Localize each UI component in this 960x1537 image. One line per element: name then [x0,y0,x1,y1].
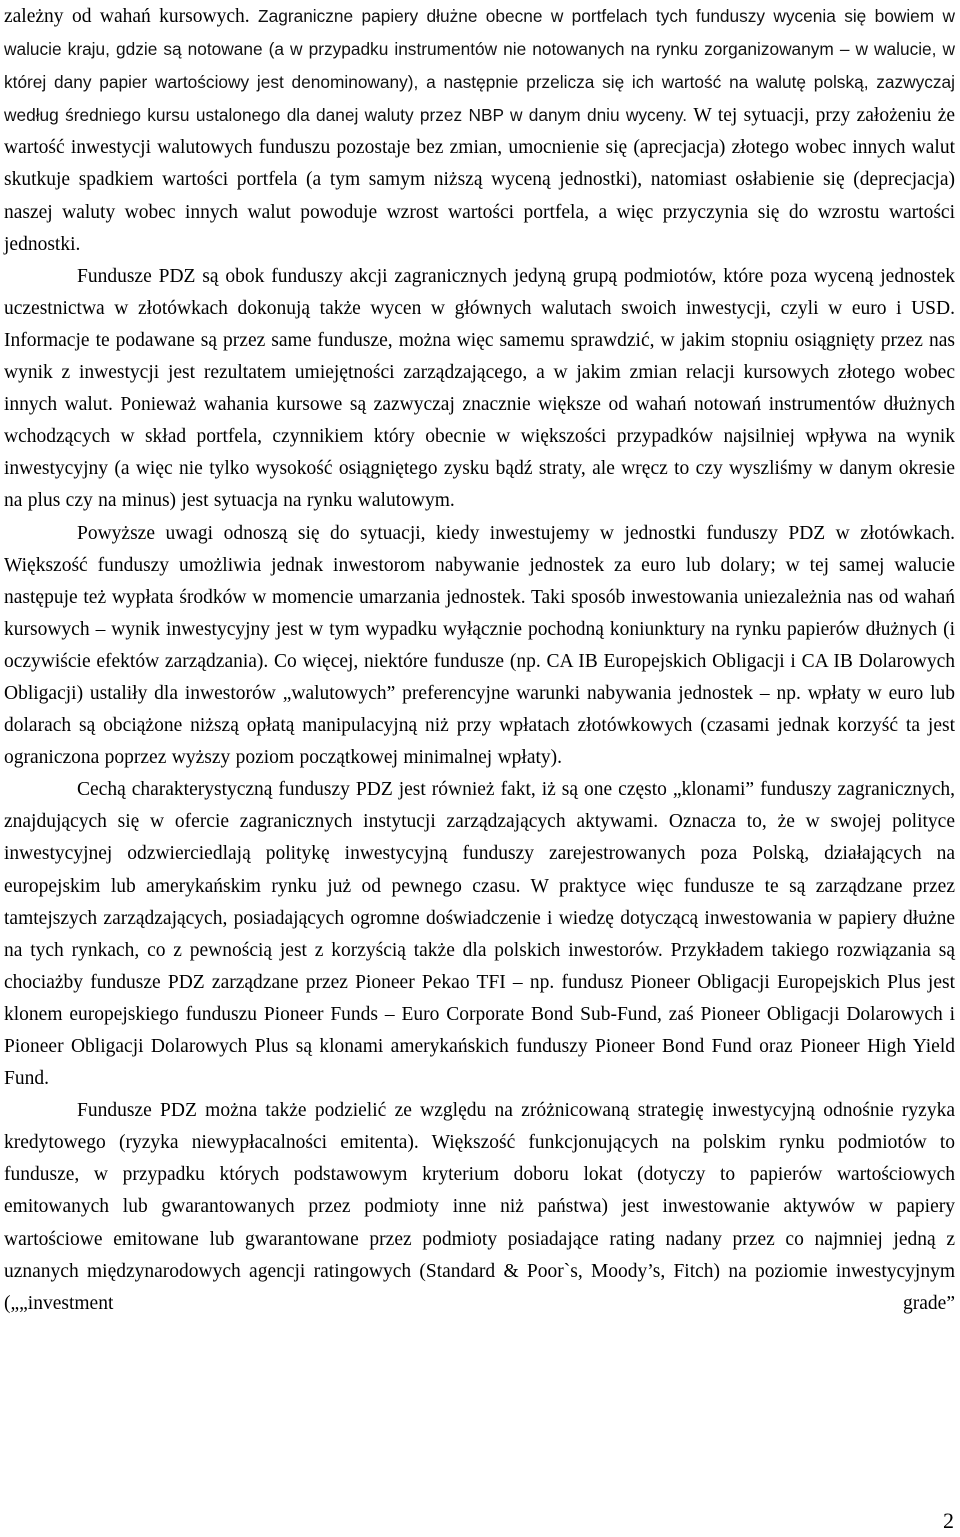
paragraph-credit-risk [4,1095,955,1320]
paragraph-run: W tej sytuacji, przy założeniu że wartość inwestycji walutowych funduszu pozostaje bez zmian, umocnienie się (aprecjacja) złotego wobec innych walut skutkuje spadkiem wartości portfela (a tym samym niższą wyceną jednostki), natomiast osłabienie się (deprecjacja) naszej waluty wobec innych walut powoduje wzrost wartości portfela, a więc przyczynia się do wzrostu wartości jednostki. [4,105,956,255]
page-number: 2 [943,1508,954,1533]
paragraph-run: zależny od wahań kursowych. [4,6,259,27]
paragraph-pdz-currency-pricing [4,261,955,518]
paragraph-run: Cechą charakterystyczną funduszy PDZ jest również fakt, iż są one często „klonami” funduszy zagranicznych, znajdujących się w ofercie zagranicznych instytucji zarządzających aktywami. Oznacza to, że w swojej polityce inwestycyjnej odzwierciedlają politykę inwestycyjną funduszy zarejestrowanych poza Polską, działających na europejskim lub amerykańskim rynku już od pewnego czasu. W praktyce więc fundusze te są zarządzane przez tamtejszych zarządzających, posiadających ogromne doświadczenie i wiedzę dotyczącą inwestowania w papiery dłużne na tych rynkach, co z pewnością jest z korzyścią także dla polskich inwestorów. Przykładem takiego rozwiązania są chociażby fundusze PDZ zarządzane przez Pioneer Pekao TFI – np. fundusz Pioneer Obligacji Europejskich Plus jest klonem europejskiego funduszu Pioneer Funds – Euro Corporate Bond Sub-Fund, zaś Pioneer Obligacji Dolarowych i Pioneer Obligacji Dolarowych Plus są klonami amerykańskich funduszy Pioneer Bond Fund oraz Pioneer High Yield Fund. [4,779,955,1090]
paragraph-currency-investing [4,518,955,775]
document-page [4,0,955,1320]
paragraph-currency-valuation [4,0,955,261]
paragraph-run: Fundusze PDZ są obok funduszy akcji zagranicznych jedyną grupą podmiotów, które poza wyceną jednostek uczestnictwa w złotówkach dokonują także wycen w głównych walutach swoich inwestycji, czyli w euro i USD. Informacje te podawane są przez same fundusze, można więc samemu sprawdzić, w jakim stopniu osiągnięty przez nas wynik z inwestycji jest rezultatem umiejętności zarządzającego, a w jakim zmian relacji kursowych złotego wobec innych walut. Ponieważ wahania kursowe są zazwyczaj znacznie większe od wahań notowań instrumentów dłużnych wchodzących w skład portfela, czynnikiem który obecnie w większości przypadków najsilniej wpływa na wynik inwestycyjny (a więc nie tylko wysokość osiągniętego zysku bądź straty, ale wręcz to czy wyszliśmy w danym okresie na plus czy na minus) jest sytuacja na rynku walutowym. [4,265,955,512]
paragraph-run: Powyższe uwagi odnoszą się do sytuacji, kiedy inwestujemy w jednostki funduszy PDZ w złotówkach. Większość funduszy umożliwia jednak inwestorom nabywanie jednostek za euro lub dolary; w tej samej walucie następuje też wypłata środków w momencie umarzania jednostek. Taki sposób inwestowania uniezależnia nas od wahań kursowych – wynik inwestycyjny jest w tym wypadku wyłącznie pochodną koniunktury na rynku papierów dłużnych (i oczywiście efektów zarządzania). Co więcej, niektóre fundusze (np. CA IB Europejskich Obligacji i CA IB Dolarowych Obligacji) ustaliły dla inwestorów „walutowych” preferencyjne warunki nabywania jednostek – np. wpłaty w euro lub dolarach są obciążone niższą opłatą manipulacyjną niż przy wpłatach złotówkowych (czasami jednak korzyść ta jest ograniczona poprzez wyższy poziom początkowej minimalnej wpłaty). [4,522,955,769]
paragraph-run: Zagraniczne papiery dłużne obecne w portfelach tych funduszy wycenia się bowiem w walucie kraju, gdzie są notowane (a w przypadku instrumentów nie notowanych na rynku zorganizowanym – w walucie, w której dany papier wartościowy jest denominowany), a następnie przelicza się ich wartość na walutę polską, zazwyczaj według średniego kursu ustalonego dla danej waluty przez NBP w danym dniu wyceny. [4,6,956,126]
paragraph-run: Fundusze PDZ można także podzielić ze względu na zróżnicowaną strategię inwestycyjną odnośnie ryzyka kredytowego (ryzyka niewypłacalności emitenta). Większość funkcjonujących na polskim rynku podmiotów to fundusze, w przypadku których podstawowym kryterium doboru lokat (dotyczy to papierów wartościowych emitowanych lub gwarantowanych przez podmioty inne niż państwa) jest inwestowanie aktywów w papiery wartościowe emitowane lub gwarantowane przez podmioty posiadające rating nadany przez co najmniej jedną z uznanych międzynarodowych agencji ratingowych (Standard & Poor`s, Moody’s, Fitch) na poziomie inwestycyjnym („„investment grade” [4,1100,955,1314]
paragraph-fund-clones [4,774,955,1095]
